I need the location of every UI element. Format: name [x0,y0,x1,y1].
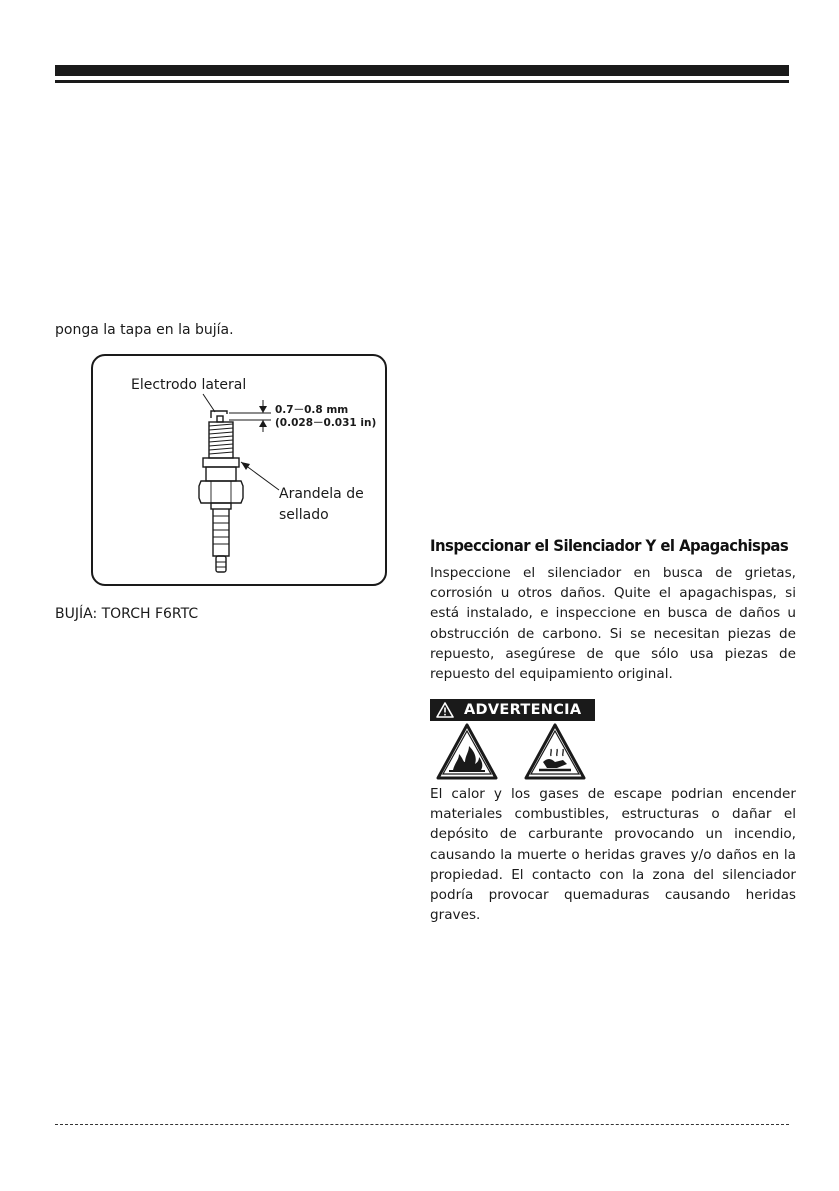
warning-triangle-icon [436,702,454,718]
gap-inch-label: (0.028－0.031 in) [275,417,377,429]
fire-hazard-icon [435,722,499,782]
intro-text: ponga la tapa en la bujía. [55,322,234,338]
muffler-section-heading: Inspeccionar el Silenciador Y el Apagachispas [430,536,789,555]
hot-surface-icon [523,722,587,782]
spark-plug-figure [91,354,387,586]
warning-body: El calor y los gases de escape podrian encender materiales combustibles, estructuras o dañar el depósito de carburante provocando un incendio, causando la muerte o heridas graves y/o daños en la propiedad. El contacto con la zona del silenciador podría provocar quemaduras causando heridas graves. [430,786,796,924]
sealing-washer-label: Arandela de sellado [279,486,364,523]
footer-rule [55,1124,789,1125]
header-rule-thick [55,65,789,76]
muffler-section-body: Inspeccione el silenciador en busca de grietas, corrosión u otros daños. Quite el apagachispas, si está instalado, e inspeccione en busca de daños u obstrucción de carbono. Si se necesitan piezas de repuesto, asegúrese de que sólo usa piezas de repuesto del equipamiento original. [430,565,796,683]
header-rule-thin [55,80,789,83]
warning-label: ADVERTENCIA [464,702,582,718]
spark-plug-spec: BUJÍA: TORCH F6RTC [55,606,199,622]
gap-mm-label: 0.7－0.8 mm [275,404,349,416]
warning-badge [430,699,595,721]
side-electrode-label: Electrodo lateral [131,377,247,393]
